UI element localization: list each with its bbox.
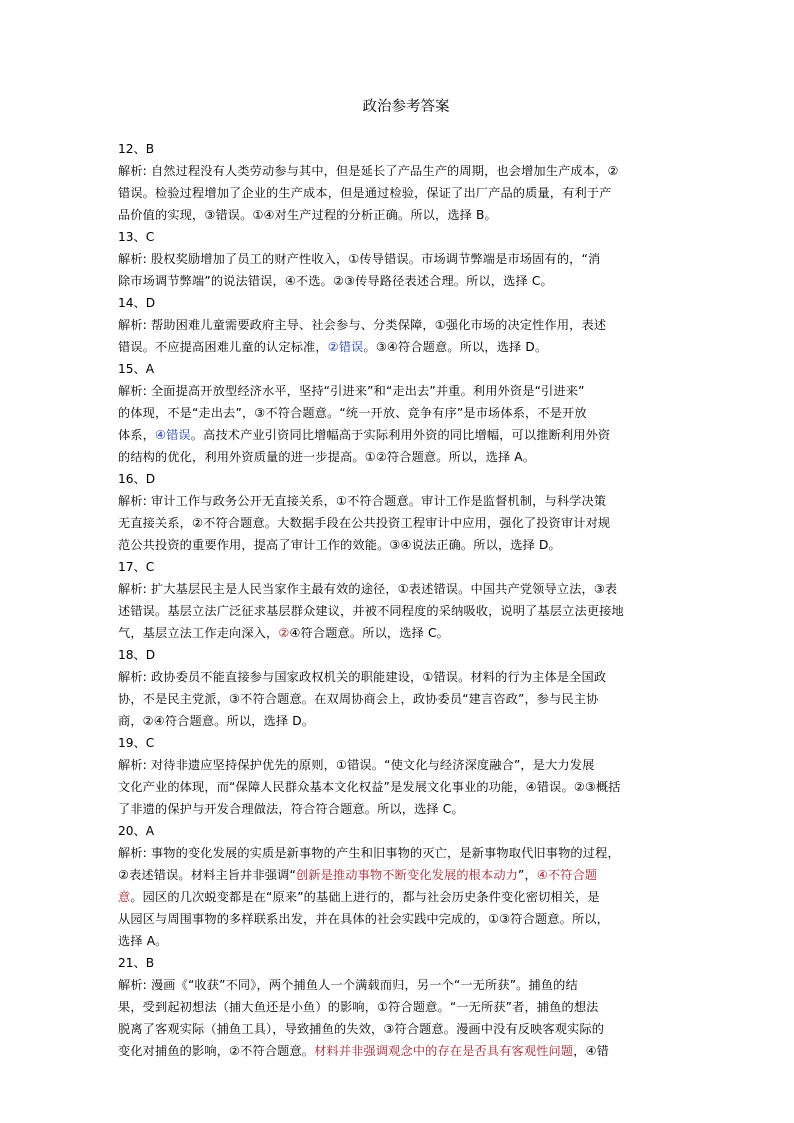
explanation-text: ”， xyxy=(518,868,537,882)
explanation-text: 文化产业的体现，而“保障人民群众基本文化权益”是发展文化事业的功能，④错误。②③概括 xyxy=(118,780,621,794)
explanation-text: 的结构的优化，利用外资质量的进一步提高。①②符合题意。所以，选择 A。 xyxy=(118,450,536,464)
answer-item xyxy=(118,952,694,1062)
explanation-text: 商，②④符合题意。所以，选择 D。 xyxy=(118,714,315,728)
explanation-line xyxy=(118,402,694,424)
explanation-text: 解析: 对待非遗应坚持保护优先的原则，①错误。“使文化与经济深度融合”，是大力发展 xyxy=(118,758,595,772)
question-number: 19、C xyxy=(118,736,155,750)
answer-item xyxy=(118,468,694,556)
explanation-line xyxy=(118,270,694,292)
explanation-text: 无直接关系，②不符合题意。大数据手段在公共投资工程审计中应用，强化了投资审计对规 xyxy=(118,516,611,530)
explanation-text: 的体现，不是“走出去”，③不符合题意。“统一开放、竞争有序”是市场体系，不是开放 xyxy=(118,406,587,420)
explanation-line xyxy=(118,160,694,182)
answer-item xyxy=(118,138,694,226)
explanation-line xyxy=(118,248,694,270)
explanation-line xyxy=(118,446,694,468)
explanation-text: 解析: 全面提高开放型经济水平，坚持“引进来”和“走出去”并重。利用外资是“引进来” xyxy=(118,384,585,398)
explanation-text: 述错误。基层立法广泛征求基层群众建议，并被不同程度的采纳吸收，说明了基层立法更接地 xyxy=(118,604,624,618)
explanation-line xyxy=(118,490,694,512)
explanation-text: 范公共投资的重要作用，提高了审计工作的效能。③④说法正确。所以，选择 D。 xyxy=(118,538,561,552)
explanation-line xyxy=(118,424,694,446)
explanation-text: 体系， xyxy=(118,428,156,442)
explanation-text: 。③④符合题意。所以，选择 D。 xyxy=(363,340,548,354)
explanation-line xyxy=(118,204,694,226)
highlighted-text: ④不符合题 xyxy=(536,868,598,882)
highlighted-text: 创新是推动事物不断变化发展的根本动力 xyxy=(295,868,519,882)
explanation-line xyxy=(118,842,694,864)
explanation-text: 品价值的实现，③错误。①④对生产过程的分析正确。所以，选择 B。 xyxy=(118,208,497,222)
explanation-text: 解析: 漫画《“收获”不同》，两个捕鱼人一个满载而归，另一个“一无所获”。捕鱼的结 xyxy=(118,978,578,992)
explanation-line xyxy=(118,1018,694,1040)
question-number: 13、C xyxy=(118,230,155,244)
explanation-line xyxy=(118,798,694,820)
explanation-line xyxy=(118,996,694,1018)
explanation-text: 错误。检验过程增加了企业的生产成本，但是通过检验，保证了出厂产品的质量，有利于产 xyxy=(118,186,612,200)
answer-item xyxy=(118,820,694,952)
explanation-text: 了非遗的保护与开发合理做法，符合符合题意。所以，选择 C。 xyxy=(118,802,464,816)
explanation-line xyxy=(118,688,694,710)
explanation-line xyxy=(118,754,694,776)
explanation-text: 解析: 帮助困难儿童需要政府主导、社会参与、分类保障，①强化市场的决定性作用，表述 xyxy=(118,318,607,332)
explanation-line xyxy=(118,182,694,204)
explanation-line xyxy=(118,380,694,402)
explanation-text: 。园区的几次蜕变都是在“原来”的基础上进行的，都与社会历史条件变化密切相关，是 xyxy=(130,890,600,904)
question-number: 17、C xyxy=(118,560,155,574)
explanation-line xyxy=(118,622,694,644)
explanation-line xyxy=(118,776,694,798)
explanation-text: 解析: 事物的变化发展的实质是新事物的产生和旧事物的灭亡，是新事物取代旧事物的过程， xyxy=(118,846,620,860)
explanation-text: 选择 A。 xyxy=(118,934,168,948)
explanation-line xyxy=(118,908,694,930)
explanation-line xyxy=(118,1040,694,1062)
explanation-line xyxy=(118,666,694,688)
answer-item xyxy=(118,732,694,820)
page-title: 政治参考答案 xyxy=(362,99,450,115)
explanation-line xyxy=(118,534,694,556)
explanation-line xyxy=(118,336,694,358)
explanation-line xyxy=(118,886,694,908)
answer-list xyxy=(118,138,694,1062)
explanation-line xyxy=(118,314,694,336)
explanation-text: 变化对捕鱼的影响，②不符合题意。 xyxy=(118,1044,315,1058)
answer-item xyxy=(118,644,694,732)
question-number: 12、B xyxy=(118,142,155,156)
explanation-text: ，④错 xyxy=(573,1044,609,1058)
explanation-text: 解析: 政协委员不能直接参与国家政权机关的职能建设，①错误。材料的行为主体是全国政 xyxy=(118,670,607,684)
answer-item xyxy=(118,292,694,358)
explanation-line xyxy=(118,710,694,732)
highlighted-text: ② xyxy=(278,626,290,640)
explanation-line xyxy=(118,864,694,886)
explanation-text: 从园区与周围事物的多样联系出发，并在具体的社会实践中完成的，①③符合题意。所以， xyxy=(118,912,609,926)
explanation-text: 解析: 股权奖励增加了员工的财产性收入，①传导错误。市场调节弊端是市场固有的，“消 xyxy=(118,252,601,266)
question-number: 15、A xyxy=(118,362,155,376)
explanation-line xyxy=(118,600,694,622)
highlighted-text: 材料并非强调观念中的存在是否具有客观性问题 xyxy=(314,1044,574,1058)
explanation-text: 协，不是民主党派，③不符合题意。在双周协商会上，政协委员“建言咨政”，参与民主协 xyxy=(118,692,599,706)
explanation-text: ④符合题意。所以，选择 C。 xyxy=(289,626,449,640)
explanation-line xyxy=(118,930,694,952)
answer-item xyxy=(118,556,694,644)
explanation-text: 除市场调节弊端”的说法错误，④不选。②③传导路径表述合理。所以，选择 C。 xyxy=(118,274,553,288)
highlighted-text: ④错误 xyxy=(155,428,191,442)
question-number: 18、D xyxy=(118,648,156,662)
explanation-line xyxy=(118,578,694,600)
explanation-text: 果，受到起初想法（捕大鱼还是小鱼）的影响，①符合题意。“一无所获”者，捕鱼的想法 xyxy=(118,1000,599,1014)
question-number: 14、D xyxy=(118,296,156,310)
answer-item xyxy=(118,358,694,468)
answer-item xyxy=(118,226,694,292)
explanation-text: ②表述错误。材料主旨并非强调“ xyxy=(118,868,296,882)
explanation-text: 解析: 审计工作与政务公开无直接关系，①不符合题意。审计工作是监督机制，与科学决策 xyxy=(118,494,607,508)
question-number: 20、A xyxy=(118,824,155,838)
explanation-line xyxy=(118,512,694,534)
question-number: 21、B xyxy=(118,956,155,970)
explanation-text: 脱离了客观实际（捕鱼工具），导致捕鱼的失效，③符合题意。漫画中没有反映客观实际的 xyxy=(118,1022,605,1036)
question-number: 16、D xyxy=(118,472,156,486)
explanation-text: 。高技术产业引资同比增幅高于实际利用外资的同比增幅，可以推断利用外资 xyxy=(190,428,611,442)
highlighted-text: ②错误 xyxy=(327,340,364,354)
highlighted-text: 意 xyxy=(118,890,131,904)
explanation-text: 解析: 自然过程没有人类劳动参与其中，但是延长了产品生产的周期，也会增加生产成本，② xyxy=(118,164,619,178)
explanation-line xyxy=(118,974,694,996)
explanation-text: 解析: 扩大基层民主是人民当家作主最有效的途径，①表述错误。中国共产党领导立法，③表 xyxy=(118,582,618,596)
explanation-text: 气，基层立法工作走向深入， xyxy=(118,626,279,640)
explanation-text: 错误。不应提高困难儿童的认定标准， xyxy=(118,340,328,354)
